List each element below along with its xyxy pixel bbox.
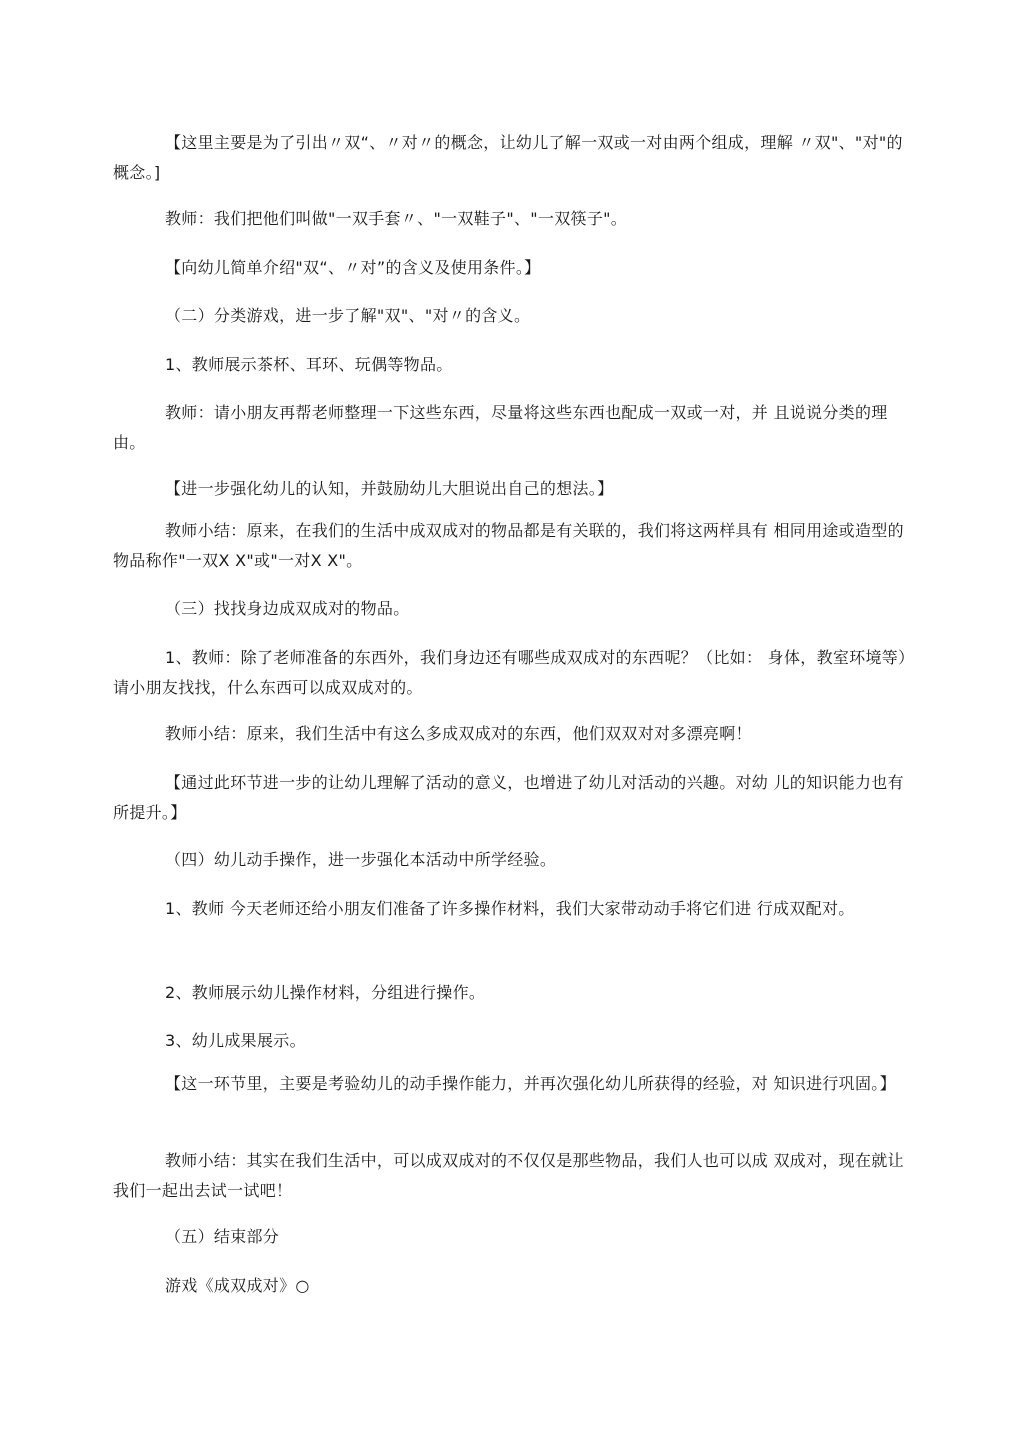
- paragraph-operation-note: 【这一环节里，主要是考验幼儿的动手操作能力，并再次强化幼儿所获得的经验，对 知识进行巩固。】: [165, 1074, 896, 1093]
- paragraph-summary-2: 教师小结：原来，我们生活中有这么多成双成对的东西，他们双双对对多漂亮啊！: [165, 724, 752, 743]
- paragraph-step-4-3: 3、幼儿成果展示。: [165, 1031, 306, 1050]
- paragraph-teacher-pairs: 教师：我们把他们叫做"一双手套〃、"一双鞋子"、"一双筷子"。: [165, 209, 628, 228]
- paragraph-step-4-2: 2、教师展示幼儿操作材料，分组进行操作。: [165, 983, 486, 1002]
- paragraph-intro-note: 【这里主要是为了引出〃双“、〃对〃的概念，让幼儿了解一双或一对由两个组成，理解 〃双"、"对"的概念。]: [113, 133, 903, 182]
- paragraph-interest-note: 【通过此环节进一步的让幼儿理解了活动的意义，也增进了幼儿对活动的兴趣。对幼 儿的知识能力也有所提升。】: [113, 773, 904, 822]
- paragraph-step-4-1: 1、教师 今天老师还给小朋友们准备了许多操作材料，我们大家带动动手将它们进 行成双配对。: [165, 899, 855, 918]
- paragraph-cognition-note: 【进一步强化幼儿的认知，并鼓励幼儿大胆说出自己的想法。】: [165, 479, 614, 498]
- paragraph-summary-3: 教师小结：其实在我们生活中，可以成双成对的不仅仅是那些物品，我们人也可以成 双成对，现在就让我们一起出去试一试吧！: [113, 1151, 904, 1200]
- section-heading-4: （四）幼儿动手操作，进一步强化本活动中所学经验。: [165, 850, 557, 869]
- section-heading-2: （二）分类游戏，进一步了解"双"、"对〃的含义。: [165, 306, 531, 325]
- section-heading-5: （五）结束部分: [165, 1227, 280, 1246]
- paragraph-teacher-sort: 教师：请小朋友再帮老师整理一下这些东西，尽量将这些东西也配成一双或一对，并 且说说分类的理由。: [113, 403, 888, 452]
- paragraph-game: 游戏《成双成对》○: [165, 1276, 310, 1295]
- paragraph-step-2-1: 1、教师展示茶杯、耳环、玩偶等物品。: [165, 355, 453, 374]
- paragraph-step-3-1: 1、教师：除了老师准备的东西外，我们身边还有哪些成双成对的东西呢？（比如： 身体，教室环境等）请小朋友找找，什么东西可以成双成对的。: [113, 648, 907, 697]
- paragraph-summary-1: 教师小结：原来，在我们的生活中成双成对的物品都是有关联的，我们将这两样具有 相同用途或造型的物品称作"一双X X"或"一对X X"。: [113, 521, 904, 570]
- section-heading-3: （三）找找身边成双成对的物品。: [165, 599, 410, 618]
- paragraph-meaning-note: 【向幼儿简单介绍"双“、〃对”的含义及使用条件。】: [165, 258, 541, 277]
